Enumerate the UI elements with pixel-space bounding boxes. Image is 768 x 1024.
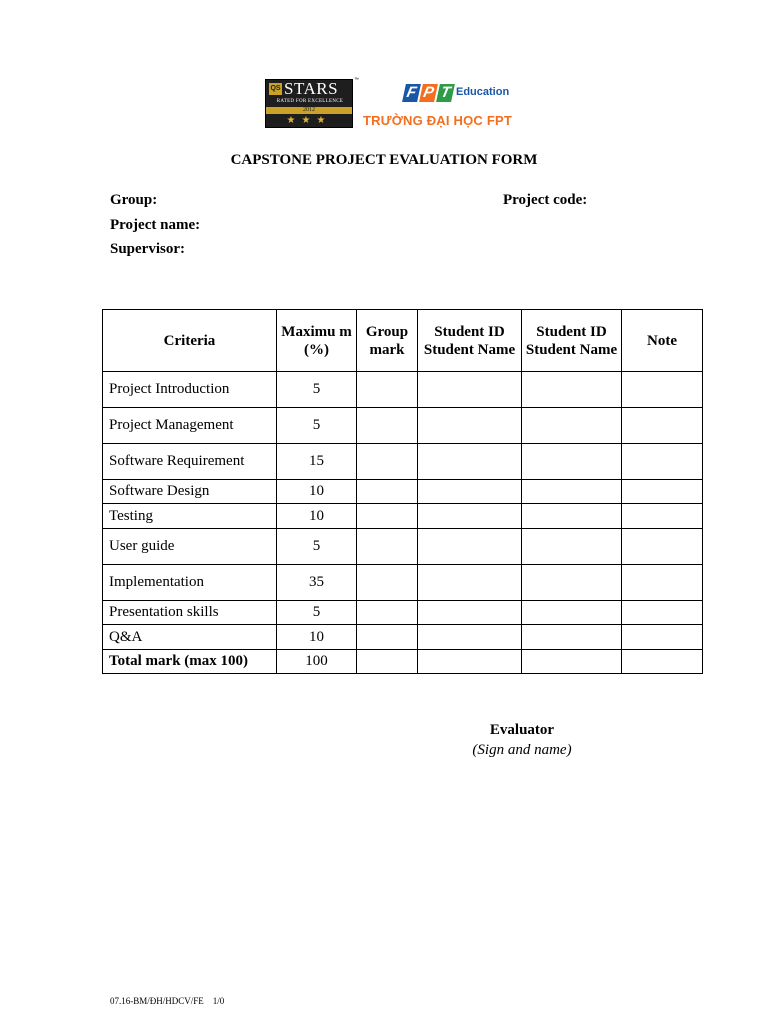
total-criteria-cell: Total mark (max 100): [103, 650, 277, 674]
qs-year: 2012: [266, 107, 352, 114]
evaluation-table: [102, 309, 703, 674]
student-1-mark-cell[interactable]: [418, 408, 522, 444]
criteria-header: Criteria: [103, 310, 277, 372]
maximum-cell: 5: [277, 529, 357, 565]
student-2-mark-cell[interactable]: [522, 565, 622, 601]
criteria-cell: Implementation: [103, 565, 277, 601]
student-1-mark-cell[interactable]: [418, 504, 522, 529]
group-mark-cell[interactable]: [357, 504, 418, 529]
document-code-footer: 07.16-BM/ĐH/HDCV/FE 1/0: [110, 996, 225, 1006]
criteria-cell: Project Management: [103, 408, 277, 444]
note-cell[interactable]: [622, 565, 703, 601]
fpt-letter-f: F: [402, 84, 421, 102]
qs-badge: QS: [269, 83, 282, 95]
table-header-row: [103, 310, 703, 372]
note-cell[interactable]: [622, 372, 703, 408]
note-cell[interactable]: [622, 444, 703, 480]
criteria-cell: Software Design: [103, 480, 277, 504]
student-1-mark-cell[interactable]: [418, 625, 522, 650]
maximum-cell: 5: [277, 408, 357, 444]
table-row: [103, 480, 703, 504]
maximum-cell: 35: [277, 565, 357, 601]
form-title: CAPSTONE PROJECT EVALUATION FORM: [230, 152, 538, 168]
group-label: Group:: [110, 192, 158, 208]
fpt-university-name: TRƯỜNG ĐẠI HỌC FPT: [363, 113, 512, 128]
maximum-cell: 10: [277, 625, 357, 650]
criteria-cell: Project Introduction: [103, 372, 277, 408]
maximum-cell: 5: [277, 372, 357, 408]
criteria-cell: Presentation skills: [103, 601, 277, 625]
total-maximum-cell: 100: [277, 650, 357, 674]
table-row: [103, 408, 703, 444]
student-2-mark-cell[interactable]: [522, 480, 622, 504]
evaluator-label: Evaluator: [489, 722, 555, 738]
student-2-mark-cell[interactable]: [522, 372, 622, 408]
sign-and-name-label: (Sign and name): [472, 742, 572, 758]
note-cell[interactable]: [622, 504, 703, 529]
group-mark-header: Group mark: [357, 310, 418, 372]
table-row: [103, 444, 703, 480]
criteria-cell: Q&A: [103, 625, 277, 650]
note-cell[interactable]: [622, 601, 703, 625]
group-mark-cell[interactable]: [357, 601, 418, 625]
student-2-mark-cell[interactable]: [522, 504, 622, 529]
project-name-label: Project name:: [110, 217, 201, 233]
note-cell[interactable]: [622, 625, 703, 650]
fpt-letter-p: P: [419, 84, 438, 102]
student-2-mark-cell[interactable]: [522, 408, 622, 444]
trademark-mark: ™: [354, 77, 359, 83]
student-2-header: [522, 310, 622, 372]
table-row-total: [103, 650, 703, 674]
table-row: [103, 504, 703, 529]
maximum-header: Maximu m (%): [277, 310, 357, 372]
group-mark-cell[interactable]: [357, 529, 418, 565]
group-mark-cell[interactable]: [357, 444, 418, 480]
note-cell[interactable]: [622, 529, 703, 565]
group-mark-cell[interactable]: [357, 408, 418, 444]
group-mark-cell[interactable]: [357, 480, 418, 504]
qs-stars-word: STARS: [284, 79, 339, 98]
student-2-mark-cell[interactable]: [522, 529, 622, 565]
note-cell[interactable]: [622, 650, 703, 674]
qs-stars-logo: [265, 79, 353, 128]
fpt-letter-t: T: [436, 84, 455, 102]
fpt-education-text: Education: [456, 86, 510, 98]
group-mark-cell[interactable]: [357, 565, 418, 601]
group-mark-cell[interactable]: [357, 372, 418, 408]
student-1-name-header: Student Name: [423, 341, 516, 358]
student-2-mark-cell[interactable]: [522, 650, 622, 674]
maximum-cell: 5: [277, 601, 357, 625]
student-2-mark-cell[interactable]: [522, 601, 622, 625]
student-2-mark-cell[interactable]: [522, 625, 622, 650]
table-row: [103, 529, 703, 565]
note-header: Note: [622, 310, 703, 372]
note-cell[interactable]: [622, 408, 703, 444]
student-1-mark-cell[interactable]: [418, 480, 522, 504]
group-mark-cell[interactable]: [357, 650, 418, 674]
table-row: [103, 565, 703, 601]
maximum-cell: 10: [277, 480, 357, 504]
table-row: [103, 372, 703, 408]
student-2-id-header: Student ID: [536, 323, 607, 340]
supervisor-label: Supervisor:: [110, 241, 185, 257]
qs-rated-text: RATED FOR EXCELLENCE: [276, 99, 344, 104]
student-2-name-header: Student Name: [525, 341, 618, 358]
student-1-mark-cell[interactable]: [418, 372, 522, 408]
student-1-mark-cell[interactable]: [418, 444, 522, 480]
student-1-header: [418, 310, 522, 372]
student-1-mark-cell[interactable]: [418, 529, 522, 565]
maximum-cell: 15: [277, 444, 357, 480]
criteria-cell: User guide: [103, 529, 277, 565]
table-row: [103, 601, 703, 625]
note-cell[interactable]: [622, 480, 703, 504]
student-1-mark-cell[interactable]: [418, 650, 522, 674]
table-row: [103, 625, 703, 650]
criteria-cell: Testing: [103, 504, 277, 529]
student-1-mark-cell[interactable]: [418, 601, 522, 625]
student-1-mark-cell[interactable]: [418, 565, 522, 601]
group-mark-cell[interactable]: [357, 625, 418, 650]
student-2-mark-cell[interactable]: [522, 444, 622, 480]
criteria-cell: Software Requirement: [103, 444, 277, 480]
project-code-label: Project code:: [503, 192, 588, 208]
qs-star-icons: ★★★: [286, 115, 332, 126]
maximum-cell: 10: [277, 504, 357, 529]
student-1-id-header: Student ID: [434, 323, 505, 340]
